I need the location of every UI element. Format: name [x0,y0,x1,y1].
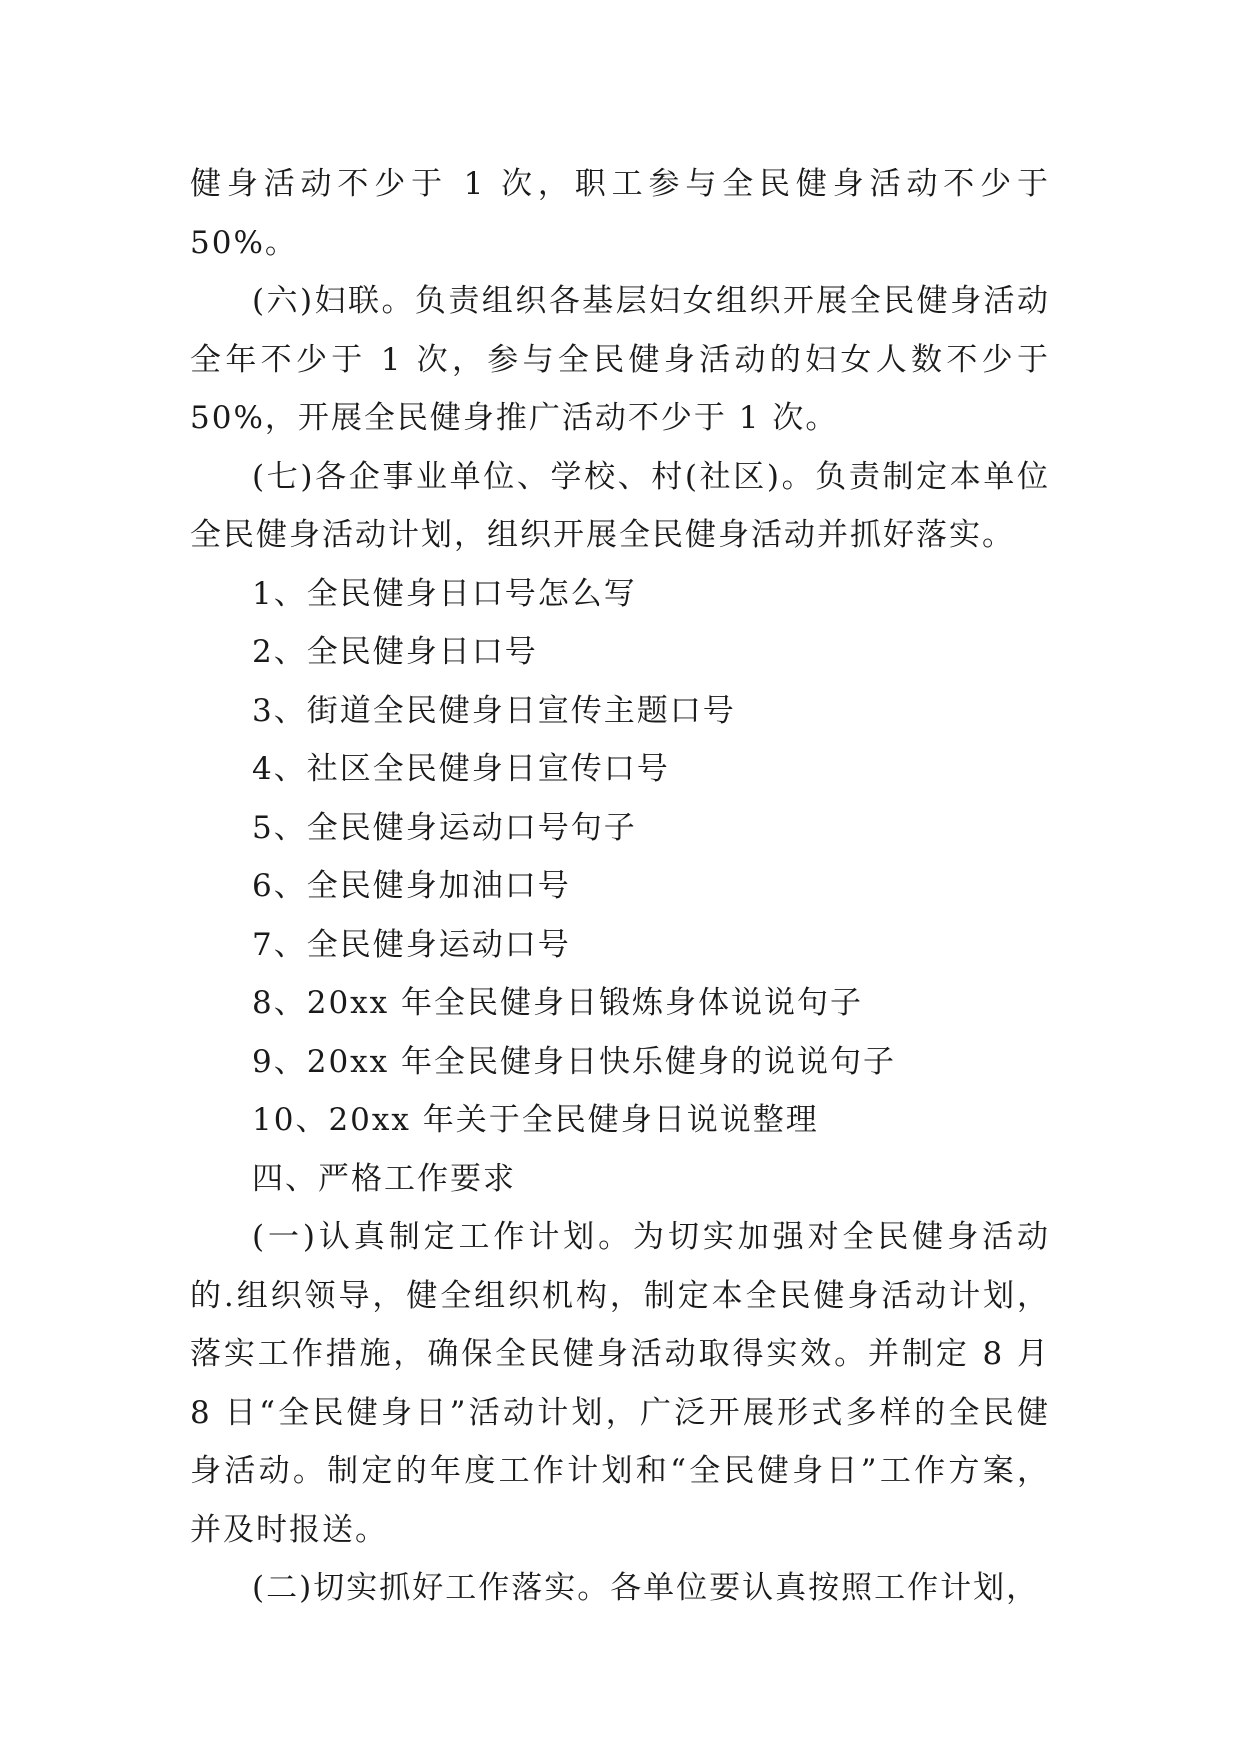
paragraph-enterprises-schools: (七)各企事业单位、学校、村(社区)。负责制定本单位全民健身活动计划，组织开展全民健身活动并抓好落实。 [190,458,1050,553]
list-item: 10、20xx 年关于全民健身日说说整理 [252,1102,819,1138]
list-item: 3、街道全民健身日宣传主题口号 [252,692,736,729]
list-item: 6、全民健身加油口号 [252,868,571,904]
section-heading: 四、严格工作要求 [252,1160,516,1197]
paragraph-work-plan: (一)认真制定工作计划。为切实加强对全民健身活动的.组织领导，健全组织机构，制定本全民健身活动计划，落实工作措施，确保全民健身活动取得实效。并制定 8 月 8 日“全民健身日”活动计划，广泛开展形式多样的全民健身活动。制定的年度工作计划和“全民健身日”工作方案，并及时报送。 [190,1219,1050,1548]
list-item: 2、全民健身日口号 [252,634,538,670]
paragraph-continuation: 健身活动不少于 1 次，职工参与全民健身活动不少于 50%。 [190,166,1050,261]
list-item: 8、20xx 年全民健身日锻炼身体说说句子 [252,985,863,1021]
document-body [190,155,1050,1618]
paragraph-womens-federation: (六)妇联。负责组织各基层妇女组织开展全民健身活动全年不少于 1 次，参与全民健身活动的妇女人数不少于 50%，开展全民健身推广活动不少于 1 次。 [190,283,1050,436]
list-item: 9、20xx 年全民健身日快乐健身的说说句子 [252,1043,896,1080]
list-item: 4、社区全民健身日宣传口号 [252,751,670,787]
list-item: 1、全民健身日口号怎么写 [252,575,637,612]
paragraph-implementation: (二)切实抓好工作落实。各单位要认真按照工作计划， [252,1570,1040,1606]
list-item: 7、全民健身运动口号 [252,926,571,963]
list-item: 5、全民健身运动口号句子 [252,809,637,846]
